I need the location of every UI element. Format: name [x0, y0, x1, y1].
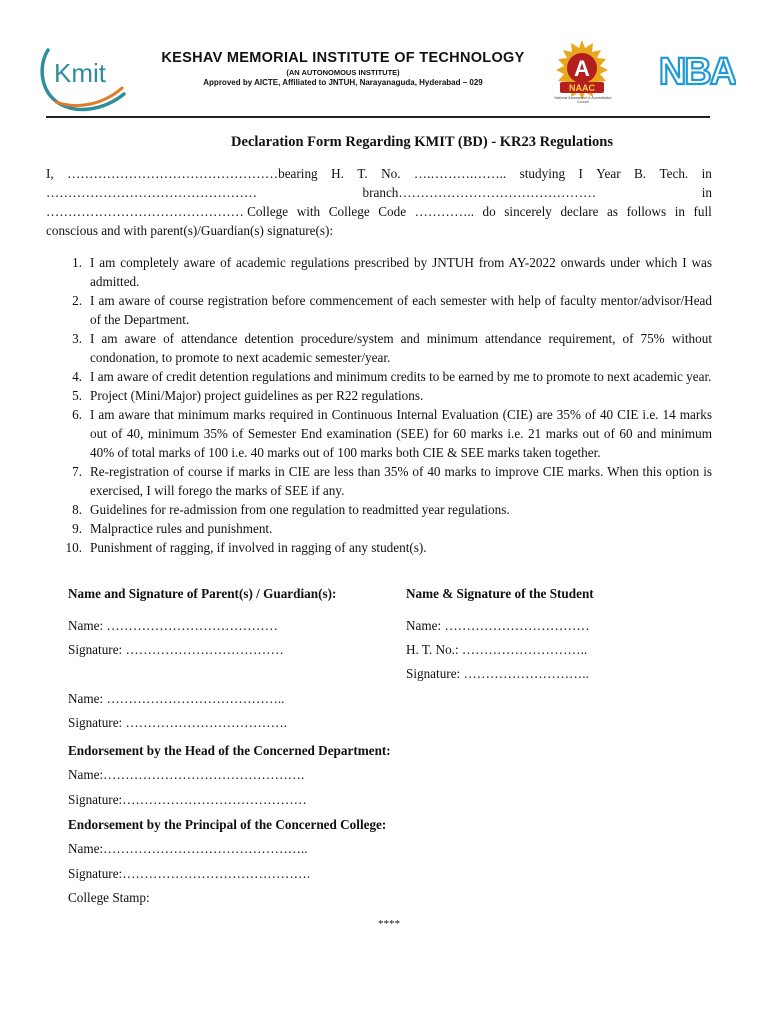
declaration-item: [46, 538, 712, 557]
student-signature: Signature: ………………………..: [406, 666, 589, 681]
declaration-text: I am completely aware of academic regulations prescribed by JNTUH from AY-2022 onwards under which I was admitted.: [90, 255, 712, 289]
naac-label: NAAC: [569, 83, 595, 93]
intro-word: follows: [626, 204, 667, 219]
declaration-number: 4.: [72, 369, 82, 384]
principal-name: Name:………………………………………..: [68, 841, 308, 856]
declaration-text: Punishment of ragging, if involved in ragging of any student(s).: [90, 540, 427, 555]
parent-signature-2: Signature: ……………………………….: [68, 715, 288, 730]
declaration-text: I am aware of course registration before commencement of each semester with help of faculty mentor/advisor/Head of the Department.: [90, 293, 712, 327]
declaration-text: I am aware of attendance detention procedure/system and minimum attendance requirement, of 75% without condonation, to promote to next academic semester/year.: [90, 331, 712, 365]
declaration-item: [46, 500, 712, 519]
intro-word: …………………………………………: [46, 185, 257, 200]
intro-line-1: [46, 164, 712, 183]
kmit-logo: [38, 44, 130, 112]
hod-name: Name:……………………………………….: [68, 767, 305, 782]
intro-word: in: [674, 204, 685, 219]
intro-word: B.: [634, 166, 647, 181]
declaration-item: [46, 405, 712, 462]
declaration-item: [46, 386, 712, 405]
declaration-number: 7.: [72, 464, 82, 479]
intro-word: sincerely: [504, 204, 552, 219]
intro-word: ……………………………………… College: [46, 204, 289, 219]
intro-line-2: [46, 183, 712, 202]
end-marker: ****: [378, 918, 400, 930]
intro-word: I,: [46, 166, 54, 181]
declaration-text: Guidelines for re-admission from one regulation to readmitted year regulations.: [90, 502, 510, 517]
declaration-text: Malpractice rules and punishment.: [90, 521, 273, 536]
declaration-number: 10.: [65, 540, 82, 555]
intro-word: in: [701, 166, 712, 181]
declaration-text: Re-registration of course if marks in CIE are less than 35% of 40 marks to improve CIE marks. When this option is exercised, I will forego the marks of SEE if any.: [90, 464, 712, 498]
declaration-number: 9.: [72, 521, 82, 536]
intro-word: studying: [519, 166, 566, 181]
principal-signature: Signature:…………………………………….: [68, 866, 311, 881]
form-title: Declaration Form Regarding KMIT (BD) - KR23 Regulations: [231, 134, 613, 150]
intro-word: T.: [357, 166, 368, 181]
parent-signature-1: Signature: ………………………………: [68, 642, 284, 657]
intro-word: College: [328, 204, 370, 219]
intro-line-3: [46, 202, 712, 221]
declaration-text: I am aware of credit detention regulations and minimum credits to be earned by me to promote to next academic year.: [90, 369, 712, 384]
declaration-number: 3.: [72, 331, 82, 346]
intro-word: ….……….……..: [413, 166, 507, 181]
letterhead: [0, 0, 768, 120]
declaration-number: 5.: [72, 388, 82, 403]
intro-word: declare: [560, 204, 599, 219]
institute-name: KESHAV MEMORIAL INSTITUTE OF TECHNOLOGY: [161, 50, 525, 66]
naac-grade: A: [574, 56, 590, 81]
student-name: Name: ……………………………: [406, 618, 590, 633]
kmit-logo-text: Kmit: [54, 58, 106, 88]
intro-word: with: [296, 204, 321, 219]
declaration-item: [46, 329, 712, 367]
intro-word: branch………………………………………: [362, 185, 597, 200]
declaration-number: 2.: [72, 293, 82, 308]
intro-word: do: [482, 204, 496, 219]
intro-word: full: [693, 204, 712, 219]
declaration-number: 6.: [72, 407, 82, 422]
intro-word: Code: [378, 204, 407, 219]
nba-logo-text: NBA: [658, 51, 736, 92]
intro-word: Year: [596, 166, 621, 181]
student-ht-no: H. T. No.: ………………………..: [406, 642, 588, 657]
hod-signature: Signature:……………………………………: [68, 792, 307, 807]
intro-word: …………………………………………bearing: [67, 166, 318, 181]
declaration-number: 1.: [72, 255, 82, 270]
hod-heading: Endorsement by the Head of the Concerned Department:: [68, 743, 391, 758]
naac-caption: National Assessment & Accreditation Council: [554, 96, 612, 104]
student-heading: Name & Signature of the Student: [406, 586, 594, 601]
intro-word: …………..: [414, 204, 474, 219]
intro-line-4: conscious and with parent(s)/Guardian(s) signature(s):: [46, 223, 334, 238]
parent-heading: Name and Signature of Parent(s) / Guardian(s):: [68, 586, 337, 601]
intro-word: Tech.: [659, 166, 689, 181]
declaration-number: 8.: [72, 502, 82, 517]
parent-name-1: Name: …………………………………: [68, 618, 278, 633]
declaration-item: [46, 253, 712, 291]
intro-word: H.: [331, 166, 344, 181]
intro-word: as: [607, 204, 619, 219]
declaration-text: I am aware that minimum marks required in Continuous Internal Evaluation (CIE) are 35% of 40 CIE i.e. 14 marks out of 40, minimum 35% of Semester End examination (SEE) for 60 marks i.e. 21 marks out of 60 and minimum 40% of total marks of 100 i.e. 40 marks out of 100 marks both CIE & SEE marks taken together.: [90, 407, 712, 460]
declaration-text: Project (Mini/Major) project guidelines as per R22 regulations.: [90, 388, 424, 403]
parent-name-2: Name: …………………………………..: [68, 691, 285, 706]
declaration-item: [46, 291, 712, 329]
naac-logo: [550, 38, 614, 104]
institute-status: (AN AUTONOMOUS INSTITUTE): [286, 68, 400, 77]
college-stamp-label: College Stamp:: [68, 890, 150, 905]
nba-logo: [658, 46, 736, 92]
principal-heading: Endorsement by the Principal of the Concerned College:: [68, 817, 387, 832]
intro-word: No.: [381, 166, 401, 181]
declaration-item: [46, 519, 712, 538]
institute-approval: Approved by AICTE, Affiliated to JNTUH, Narayanaguda, Hyderabad – 029: [203, 78, 483, 87]
declaration-list: [46, 253, 712, 557]
header-divider: [46, 116, 710, 118]
intro-word: I: [578, 166, 583, 181]
declaration-item: [46, 462, 712, 500]
declaration-item: [46, 367, 712, 386]
intro-word: in: [701, 185, 712, 200]
